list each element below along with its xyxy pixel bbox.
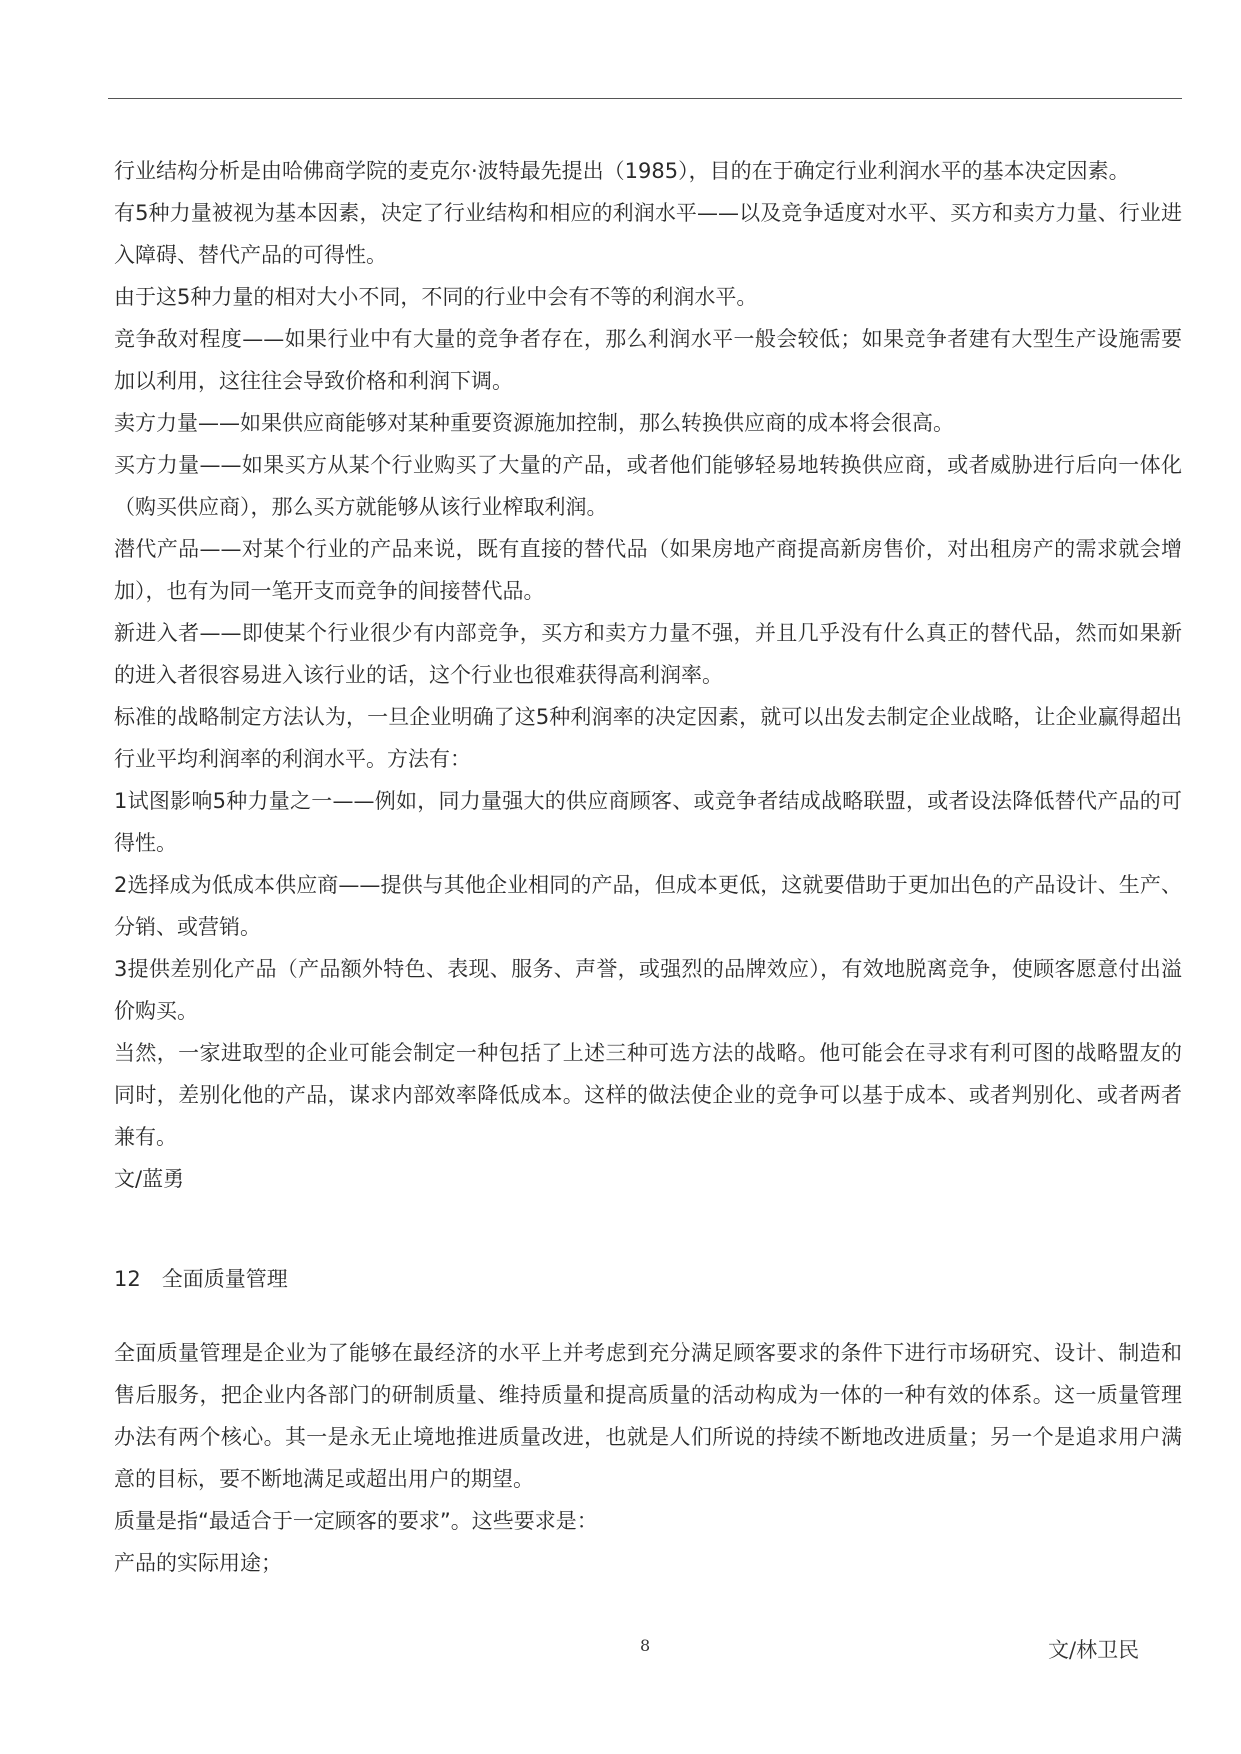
paragraph: 1试图影响5种力量之一——例如，同力量强大的供应商顾客、或竞争者结成战略联盟，或者设法降低替代产品的可得性。 (114, 789, 1182, 855)
paragraph: 有5种力量被视为基本因素，决定了行业结构和相应的利润水平——以及竞争适度对水平、买方和卖方力量、行业进入障碍、替代产品的可得性。 (114, 201, 1182, 267)
paragraph: 行业结构分析是由哈佛商学院的麦克尔·波特最先提出（1985），目的在于确定行业利润水平的基本决定因素。 (114, 159, 1130, 183)
paragraph: 竞争敌对程度——如果行业中有大量的竞争者存在，那么利润水平一般会较低；如果竞争者建有大型生产设施需要加以利用，这往往会导致价格和利润下调。 (114, 327, 1182, 393)
paragraph: 当然，一家进取型的企业可能会制定一种包括了上述三种可选方法的战略。他可能会在寻求有利可图的战略盟友的同时，差别化他的产品，谋求内部效率降低成本。这样的做法使企业的竞争可以基于成本、或者判别化、或者两者兼有。 (114, 1041, 1182, 1149)
section-body (114, 1332, 1182, 1584)
paragraph: 由于这5种力量的相对大小不同，不同的行业中会有不等的利润水平。 (114, 285, 758, 309)
paragraph: 产品的实际用途； (114, 1551, 282, 1575)
paragraph: 2选择成为低成本供应商——提供与其他企业相同的产品，但成本更低，这就要借助于更加出色的产品设计、生产、分销、或营销。 (114, 873, 1182, 939)
header-rule (108, 98, 1182, 99)
paragraph: 质量是指“最适合于一定顾客的要求”。这些要求是： (114, 1509, 598, 1533)
paragraph: 卖方力量——如果供应商能够对某种重要资源施加控制，那么转换供应商的成本将会很高。 (114, 411, 954, 435)
section-heading: 12 全面质量管理 (114, 1267, 288, 1291)
paragraph: 3提供差别化产品（产品额外特色、表现、服务、声誉，或强烈的品牌效应），有效地脱离竞争，使顾客愿意付出溢价购买。 (114, 957, 1182, 1023)
paragraph: 标准的战略制定方法认为，一旦企业明确了这5种利润率的决定因素，就可以出发去制定企业战略，让企业赢得超出行业平均利润率的利润水平。方法有： (114, 705, 1182, 771)
author-credit: 文/蓝勇 (114, 1167, 185, 1191)
footer-author: 文/林卫民 (1048, 1638, 1140, 1662)
paragraph: 买方力量——如果买方从某个行业购买了大量的产品，或者他们能够轻易地转换供应商，或者威胁进行后向一体化（购买供应商），那么买方就能够从该行业榨取利润。 (114, 453, 1182, 519)
paragraph: 潜代产品——对某个行业的产品来说，既有直接的替代品（如果房地产商提高新房售价，对出租房产的需求就会增加），也有为同一笔开支而竞争的间接替代品。 (114, 537, 1182, 603)
page-number: 8 (640, 1636, 651, 1655)
article-body (114, 150, 1182, 1200)
paragraph: 新进入者——即使某个行业很少有内部竞争，买方和卖方力量不强，并且几乎没有什么真正的替代品，然而如果新的进入者很容易进入该行业的话，这个行业也很难获得高利润率。 (114, 621, 1182, 687)
paragraph: 全面质量管理是企业为了能够在最经济的水平上并考虑到充分满足顾客要求的条件下进行市场研究、设计、制造和售后服务，把企业内各部门的研制质量、维持质量和提高质量的活动构成为一体的一种有效的体系。这一质量管理办法有两个核心。其一是永无止境地推进质量改进，也就是人们所说的持续不断地改进质量；另一个是追求用户满意的目标，要不断地满足或超出用户的期望。 (114, 1341, 1182, 1491)
